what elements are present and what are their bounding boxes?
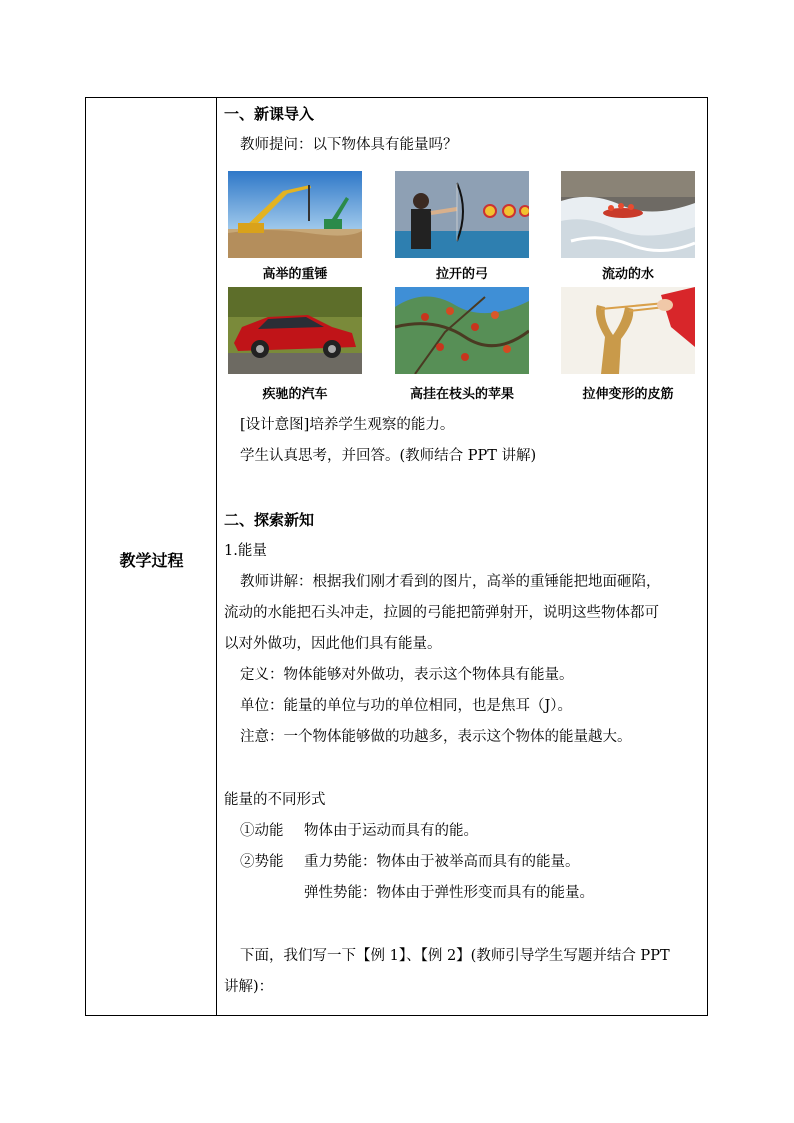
section2-heading: 二、探索新知 [224, 511, 315, 529]
explain-line-3: 以对外做功，因此他们具有能量。 [224, 636, 442, 652]
flowing-water-picture [561, 171, 695, 258]
explain-line-2: 流动的水能把石头冲走，拉圆的弓能把箭弹射开，说明这些物体都可 [224, 605, 659, 621]
form-gravity-desc: 重力势能：物体由于被举高而具有的能量。 [304, 854, 580, 870]
section1-heading: 一、新课导入 [224, 105, 315, 123]
teacher-question: 教师提问：以下物体具有能量吗？ [240, 137, 458, 153]
caption-stretched-slingshot: 拉伸变形的皮筋 [582, 387, 674, 402]
student-reply: 学生认真思考，并回答。(教师结合 PPT 讲解) [240, 448, 537, 464]
example-line-1: 下面，我们写一下【例 1】、【例 2】(教师引导学生写题并结合 PPT [240, 948, 670, 964]
form-potential-name: ②势能 [240, 854, 284, 870]
design-intent: [设计意图]培养学生观察的能力。 [240, 417, 455, 433]
note-text: 注意：一个物体能够做的功越多，表示这个物体的能量越大。 [240, 729, 632, 745]
hanging-apples-picture [395, 287, 529, 374]
energy-subheading: 1.能量 [224, 543, 267, 559]
explain-line-1: 教师讲解：根据我们刚才看到的图片，高举的重锤能把地面砸陷， [240, 574, 661, 590]
drawn-bow-picture [395, 171, 529, 258]
row-label: 教学过程 [119, 551, 184, 570]
form-kinetic-name: ①动能 [240, 823, 284, 839]
stretched-slingshot-picture [561, 287, 695, 374]
caption-speeding-car: 疾驰的汽车 [262, 387, 328, 402]
caption-drawn-bow: 拉开的弓 [435, 267, 488, 282]
unit-text: 单位：能量的单位与功的单位相同，也是焦耳（J）。 [240, 698, 573, 714]
form-elastic-desc: 弹性势能：物体由于弹性形变而具有的能量。 [304, 885, 594, 901]
caption-heavy-hammer: 高举的重锤 [262, 267, 328, 282]
caption-flowing-water: 流动的水 [601, 267, 654, 282]
label-column [86, 98, 217, 1015]
definition-text: 定义：物体能够对外做功，表示这个物体具有能量。 [240, 667, 574, 683]
speeding-car-picture [228, 287, 362, 374]
energy-forms-title: 能量的不同形式 [224, 792, 326, 808]
caption-hanging-apples: 高挂在枝头的苹果 [409, 387, 514, 402]
lesson-table [85, 97, 708, 1016]
example-line-2: 讲解)： [224, 979, 274, 995]
form-kinetic-desc: 物体由于运动而具有的能。 [304, 823, 478, 839]
heavy-hammer-picture [228, 171, 362, 258]
